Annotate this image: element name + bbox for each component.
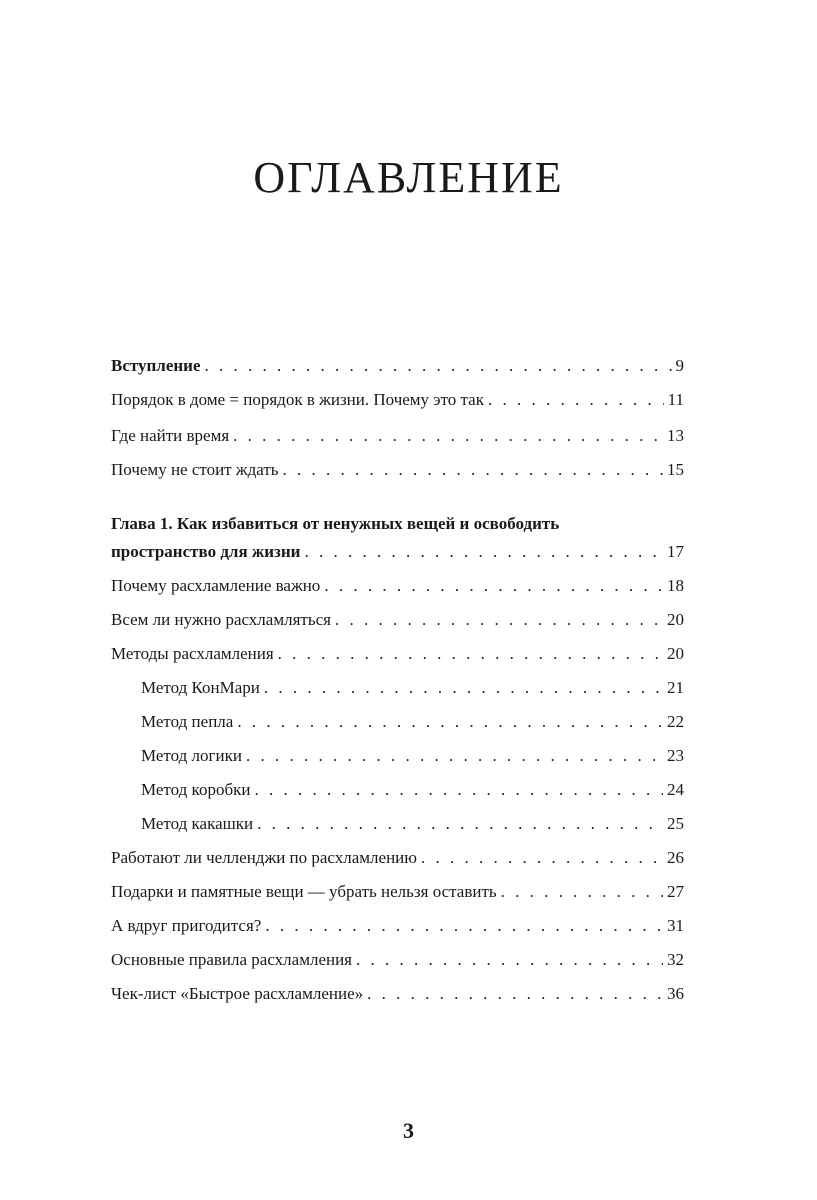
toc-entry-page: 24 (667, 780, 684, 799)
dot-leader (367, 976, 663, 1012)
dot-leader (237, 704, 663, 740)
dot-leader (254, 772, 663, 808)
toc-entry-label: Порядок в доме = порядок в жизни. Почему это так (111, 390, 484, 409)
toc-entry[interactable] (111, 942, 684, 978)
toc-entry-label: Метод логики (141, 746, 242, 765)
toc-entry-page: 21 (667, 678, 684, 697)
toc-entry[interactable] (111, 382, 684, 418)
dot-leader (264, 670, 663, 706)
toc-entry[interactable] (111, 874, 684, 910)
dot-leader (356, 942, 663, 978)
toc-entry-page: 18 (667, 576, 684, 595)
toc-subentry[interactable] (141, 704, 684, 740)
toc-entry-label: Почему расхламление важно (111, 576, 321, 595)
toc-entry-label: Всем ли нужно расхламляться (111, 610, 331, 629)
toc-entry-label: Вступление (111, 356, 201, 375)
toc-entry-page: 20 (667, 644, 684, 663)
dot-leader (233, 418, 663, 454)
toc-entry-page: 15 (667, 460, 684, 479)
dot-leader (283, 452, 663, 488)
toc-entry-page: 22 (667, 712, 684, 731)
toc-entry-page: 25 (667, 814, 684, 833)
toc-entry[interactable] (111, 636, 684, 672)
chapter-1-heading-line[interactable]: Глава 1. Как избавиться от ненужных вещей и освободить (111, 514, 560, 533)
toc-entry[interactable] (111, 418, 684, 454)
toc-entry[interactable] (111, 602, 684, 638)
toc-entry-label: Почему не стоит ждать (111, 460, 279, 479)
toc-entry-label: пространство для жизни (111, 542, 301, 561)
toc-entry-label: Работают ли челленджи по расхламлению (111, 848, 417, 867)
toc-entry-page: 32 (667, 950, 684, 969)
toc-entry-label: А вдруг пригодится? (111, 916, 262, 935)
dot-leader (304, 534, 663, 570)
toc-entry-label: Где найти время (111, 426, 230, 445)
dot-leader (265, 908, 663, 944)
toc-entry-label: Подарки и памятные вещи — убрать нельзя оставить (111, 882, 497, 901)
toc-entry-label: Метод пепла (141, 712, 234, 731)
toc-entry-page: 11 (667, 390, 684, 409)
toc-entry-label: Метод коробки (141, 780, 251, 799)
dot-leader (335, 602, 663, 638)
dot-leader (421, 840, 663, 876)
toc-entry-page: 31 (667, 916, 684, 935)
dot-leader (488, 382, 664, 418)
toc-subentry[interactable] (141, 670, 684, 706)
toc-entry-label: Основные правила расхламления (111, 950, 353, 969)
toc-entry-chapter-1[interactable] (111, 534, 684, 570)
toc-entry-label: Метод какашки (141, 814, 254, 833)
toc-entry-page: 36 (667, 984, 684, 1003)
toc-entry-page: 26 (667, 848, 684, 867)
toc-entry-label: Методы расхламления (111, 644, 274, 663)
toc-entry-label: Метод КонМари (141, 678, 260, 697)
toc-entry-page: 27 (667, 882, 684, 901)
toc-subentry[interactable] (141, 806, 684, 842)
page-title: ОГЛАВЛЕНИЕ (253, 153, 564, 202)
toc-entry-page: 13 (667, 426, 684, 445)
toc-entry[interactable] (111, 840, 684, 876)
toc-entry-page: 9 (675, 356, 684, 375)
toc-subentry[interactable] (141, 738, 684, 774)
dot-leader (246, 738, 663, 774)
toc-entry-page: 17 (667, 542, 684, 561)
dot-leader (324, 568, 663, 604)
toc-entry-page: 20 (667, 610, 684, 629)
toc-entry-label: Чек-лист «Быстрое расхламление» (111, 984, 364, 1003)
dot-leader (501, 874, 663, 910)
toc-subentry[interactable] (141, 772, 684, 808)
toc-entry[interactable] (111, 908, 684, 944)
toc-entry-intro[interactable] (111, 348, 684, 384)
toc-entry[interactable] (111, 976, 684, 1012)
dot-leader (278, 636, 663, 672)
page-number: 3 (403, 1118, 414, 1143)
dot-leader (205, 348, 672, 384)
toc-entry[interactable] (111, 568, 684, 604)
toc-entry[interactable] (111, 452, 684, 488)
toc-entry-page: 23 (667, 746, 684, 765)
dot-leader (257, 806, 663, 842)
